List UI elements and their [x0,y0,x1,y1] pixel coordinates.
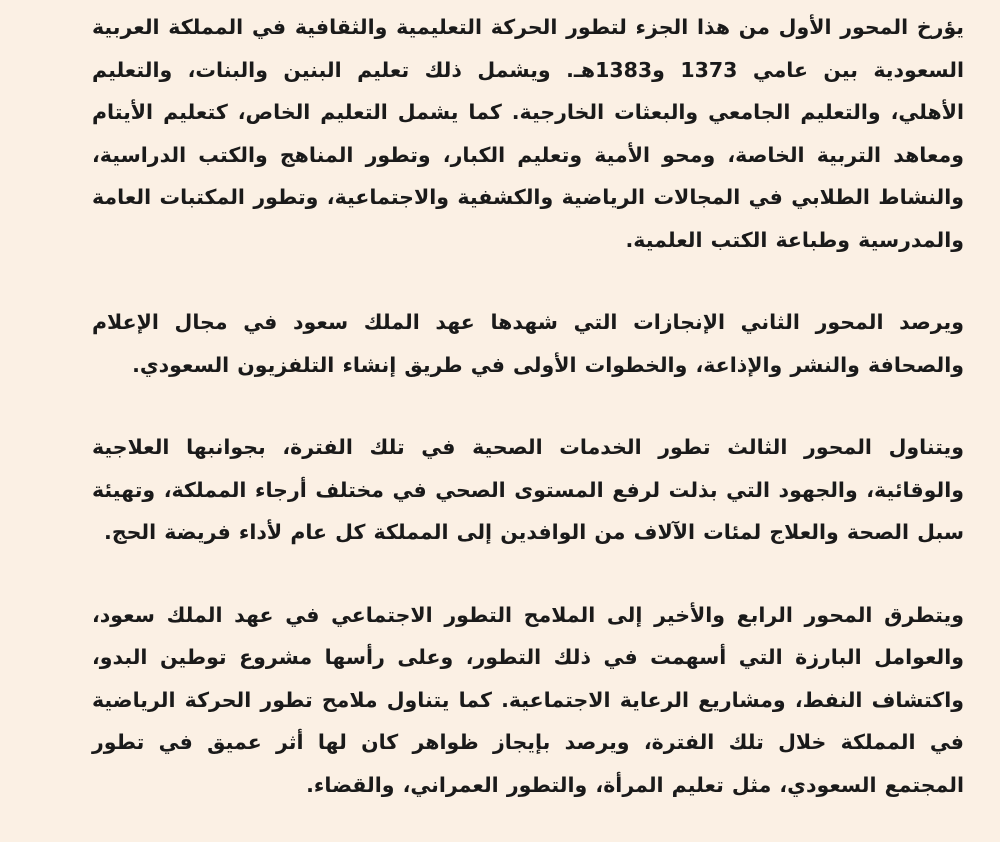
paragraph-media: ويرصد المحور الثاني الإنجازات التي شهدها عهد الملك سعود في مجال الإعلام والصحافة والنشر والإذاعة، والخطوات الأولى في طريق إنشاء التلفزيون السعودي. [92,310,964,377]
paragraph-health: ويتناول المحور الثالث تطور الخدمات الصحية في تلك الفترة، بجوانبها العلاجية والوقائية، والجهود التي بذلت لرفع المستوى الصحي في مختلف أرجاء المملكة، وتهيئة سبل الصحة والعلاج لمئات الآلاف من الوافدين إلى المملكة كل عام لأداء فريضة الحج. [92,435,964,544]
paragraph-spacer [92,386,964,426]
paragraph-spacer [92,554,964,594]
paragraph-education: يؤرخ المحور الأول من هذا الجزء لتطور الحركة التعليمية والثقافية في المملكة العربية السعودية بين عامي 1373 و1383هـ. ويشمل ذلك تعليم البنين والبنات، والتعليم الأهلي، والتعليم الجامعي والبعثات الخارجية. كما يشمل التعليم الخاص، كتعليم الأيتام ومعاهد التربية الخاصة، ومحو الأمية وتعليم الكبار، وتطور المناهج والكتب الدراسية، والنشاط الطلابي في المجالات الرياضية والكشفية والاجتماعية، وتطور المكتبات العامة والمدرسية وطباعة الكتب العلمية. [92,15,964,252]
paragraph-social: ويتطرق المحور الرابع والأخير إلى الملامح التطور الاجتماعي في عهد الملك سعود، والعوامل البارزة التي أسهمت في ذلك التطور، وعلى رأسها مشروع توطين البدو، واكتشاف النفط، ومشاريع الرعاية الاجتماعية. كما يتناول ملامح تطور الحركة الرياضية في المملكة خلال تلك الفترة، ويرصد بإيجاز ظواهر كان لها أثر عميق في تطور المجتمع السعودي، مثل تعليم المرأة، والتطور العمراني، والقضاء. [92,602,964,797]
paragraph-spacer [92,261,964,301]
